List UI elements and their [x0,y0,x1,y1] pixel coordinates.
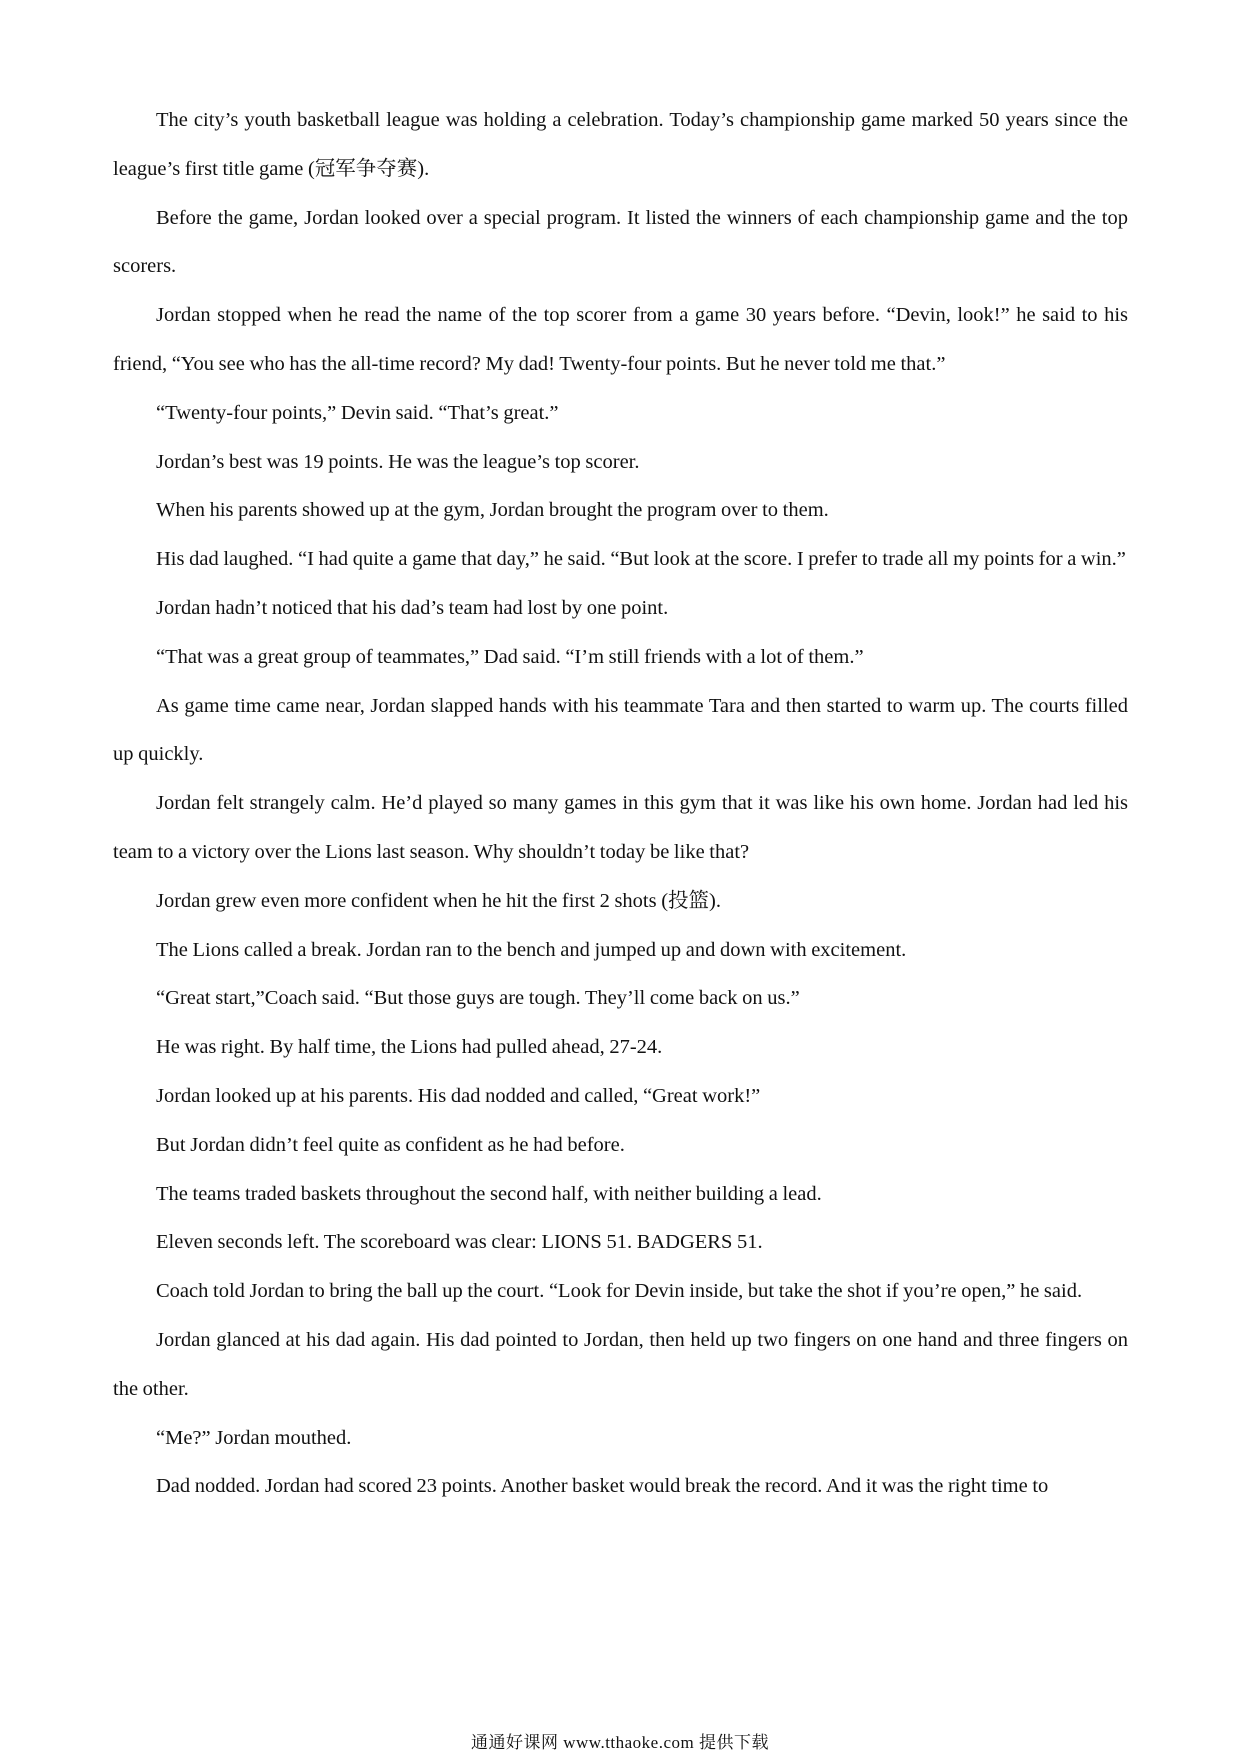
page-footer: 通通好课网 www.tthaoke.com 提供下载 [470,1733,770,1752]
paragraph: Coach told Jordan to bring the ball up the court. “Look for Devin inside, but take the shot if you’re open,” he said. [156,1280,1083,1303]
paragraph: Before the game, Jordan looked over a special program. It listed the winners of each championship game and the top scorers. [113,206,1128,278]
paragraph: Eleven seconds left. The scoreboard was clear: LIONS 51. BADGERS 51. [156,1231,763,1254]
paragraph: Jordan grew even more confident when he hit the first 2 shots (投篮). [156,889,722,912]
paragraph: Jordan glanced at his dad again. His dad pointed to Jordan, then held up two fingers on one hand and three fingers on the other. [113,1328,1128,1400]
paragraph: “That was a great group of teammates,” Dad said. “I’m still friends with a lot of them.” [156,645,864,668]
paragraph: He was right. By half time, the Lions had pulled ahead, 27-24. [156,1036,663,1059]
paragraph: His dad laughed. “I had quite a game that day,” he said. “But look at the score. I prefer to trade all my points for a win.” [156,548,1126,571]
paragraph: Jordan’s best was 19 points. He was the league’s top scorer. [156,450,640,473]
document-body [113,96,1128,1511]
paragraph: When his parents showed up at the gym, Jordan brought the program over to them. [156,499,829,522]
paragraph: Jordan felt strangely calm. He’d played so many games in this gym that it was like his own home. Jordan had led his team to a victory over the Lions last season. Why shouldn’t today be like that? [113,792,1128,863]
paragraph: Jordan looked up at his parents. His dad nodded and called, “Great work!” [156,1084,761,1107]
paragraph: Jordan hadn’t noticed that his dad’s team had lost by one point. [156,596,669,619]
paragraph: The teams traded baskets throughout the second half, with neither building a lead. [156,1182,822,1205]
paragraph: “Great start,”Coach said. “But those guys are tough. They’ll come back on us.” [156,987,800,1010]
paragraph: Jordan stopped when he read the name of the top scorer from a game 30 years before. “Devin, look!” he said to his friend, “You see who has the all-time record? My dad! Twenty-four points. But he never told me that.” [113,304,1128,375]
paragraph: The Lions called a break. Jordan ran to the bench and jumped up and down with excitement. [156,938,907,961]
paragraph: “Twenty-four points,” Devin said. “That’s great.” [156,401,559,424]
paragraph: But Jordan didn’t feel quite as confident as he had before. [156,1133,625,1156]
paragraph: “Me?” Jordan mouthed. [156,1426,352,1449]
paragraph: As game time came near, Jordan slapped hands with his teammate Tara and then started to warm up. The courts filled up quickly. [113,694,1128,766]
paragraph: Dad nodded. Jordan had scored 23 points. Another basket would break the record. And it was the right time to [156,1475,1049,1498]
paragraph: The city’s youth basketball league was holding a celebration. Today’s championship game marked 50 years since the league’s first title game (冠军争夺赛). [113,109,1128,180]
